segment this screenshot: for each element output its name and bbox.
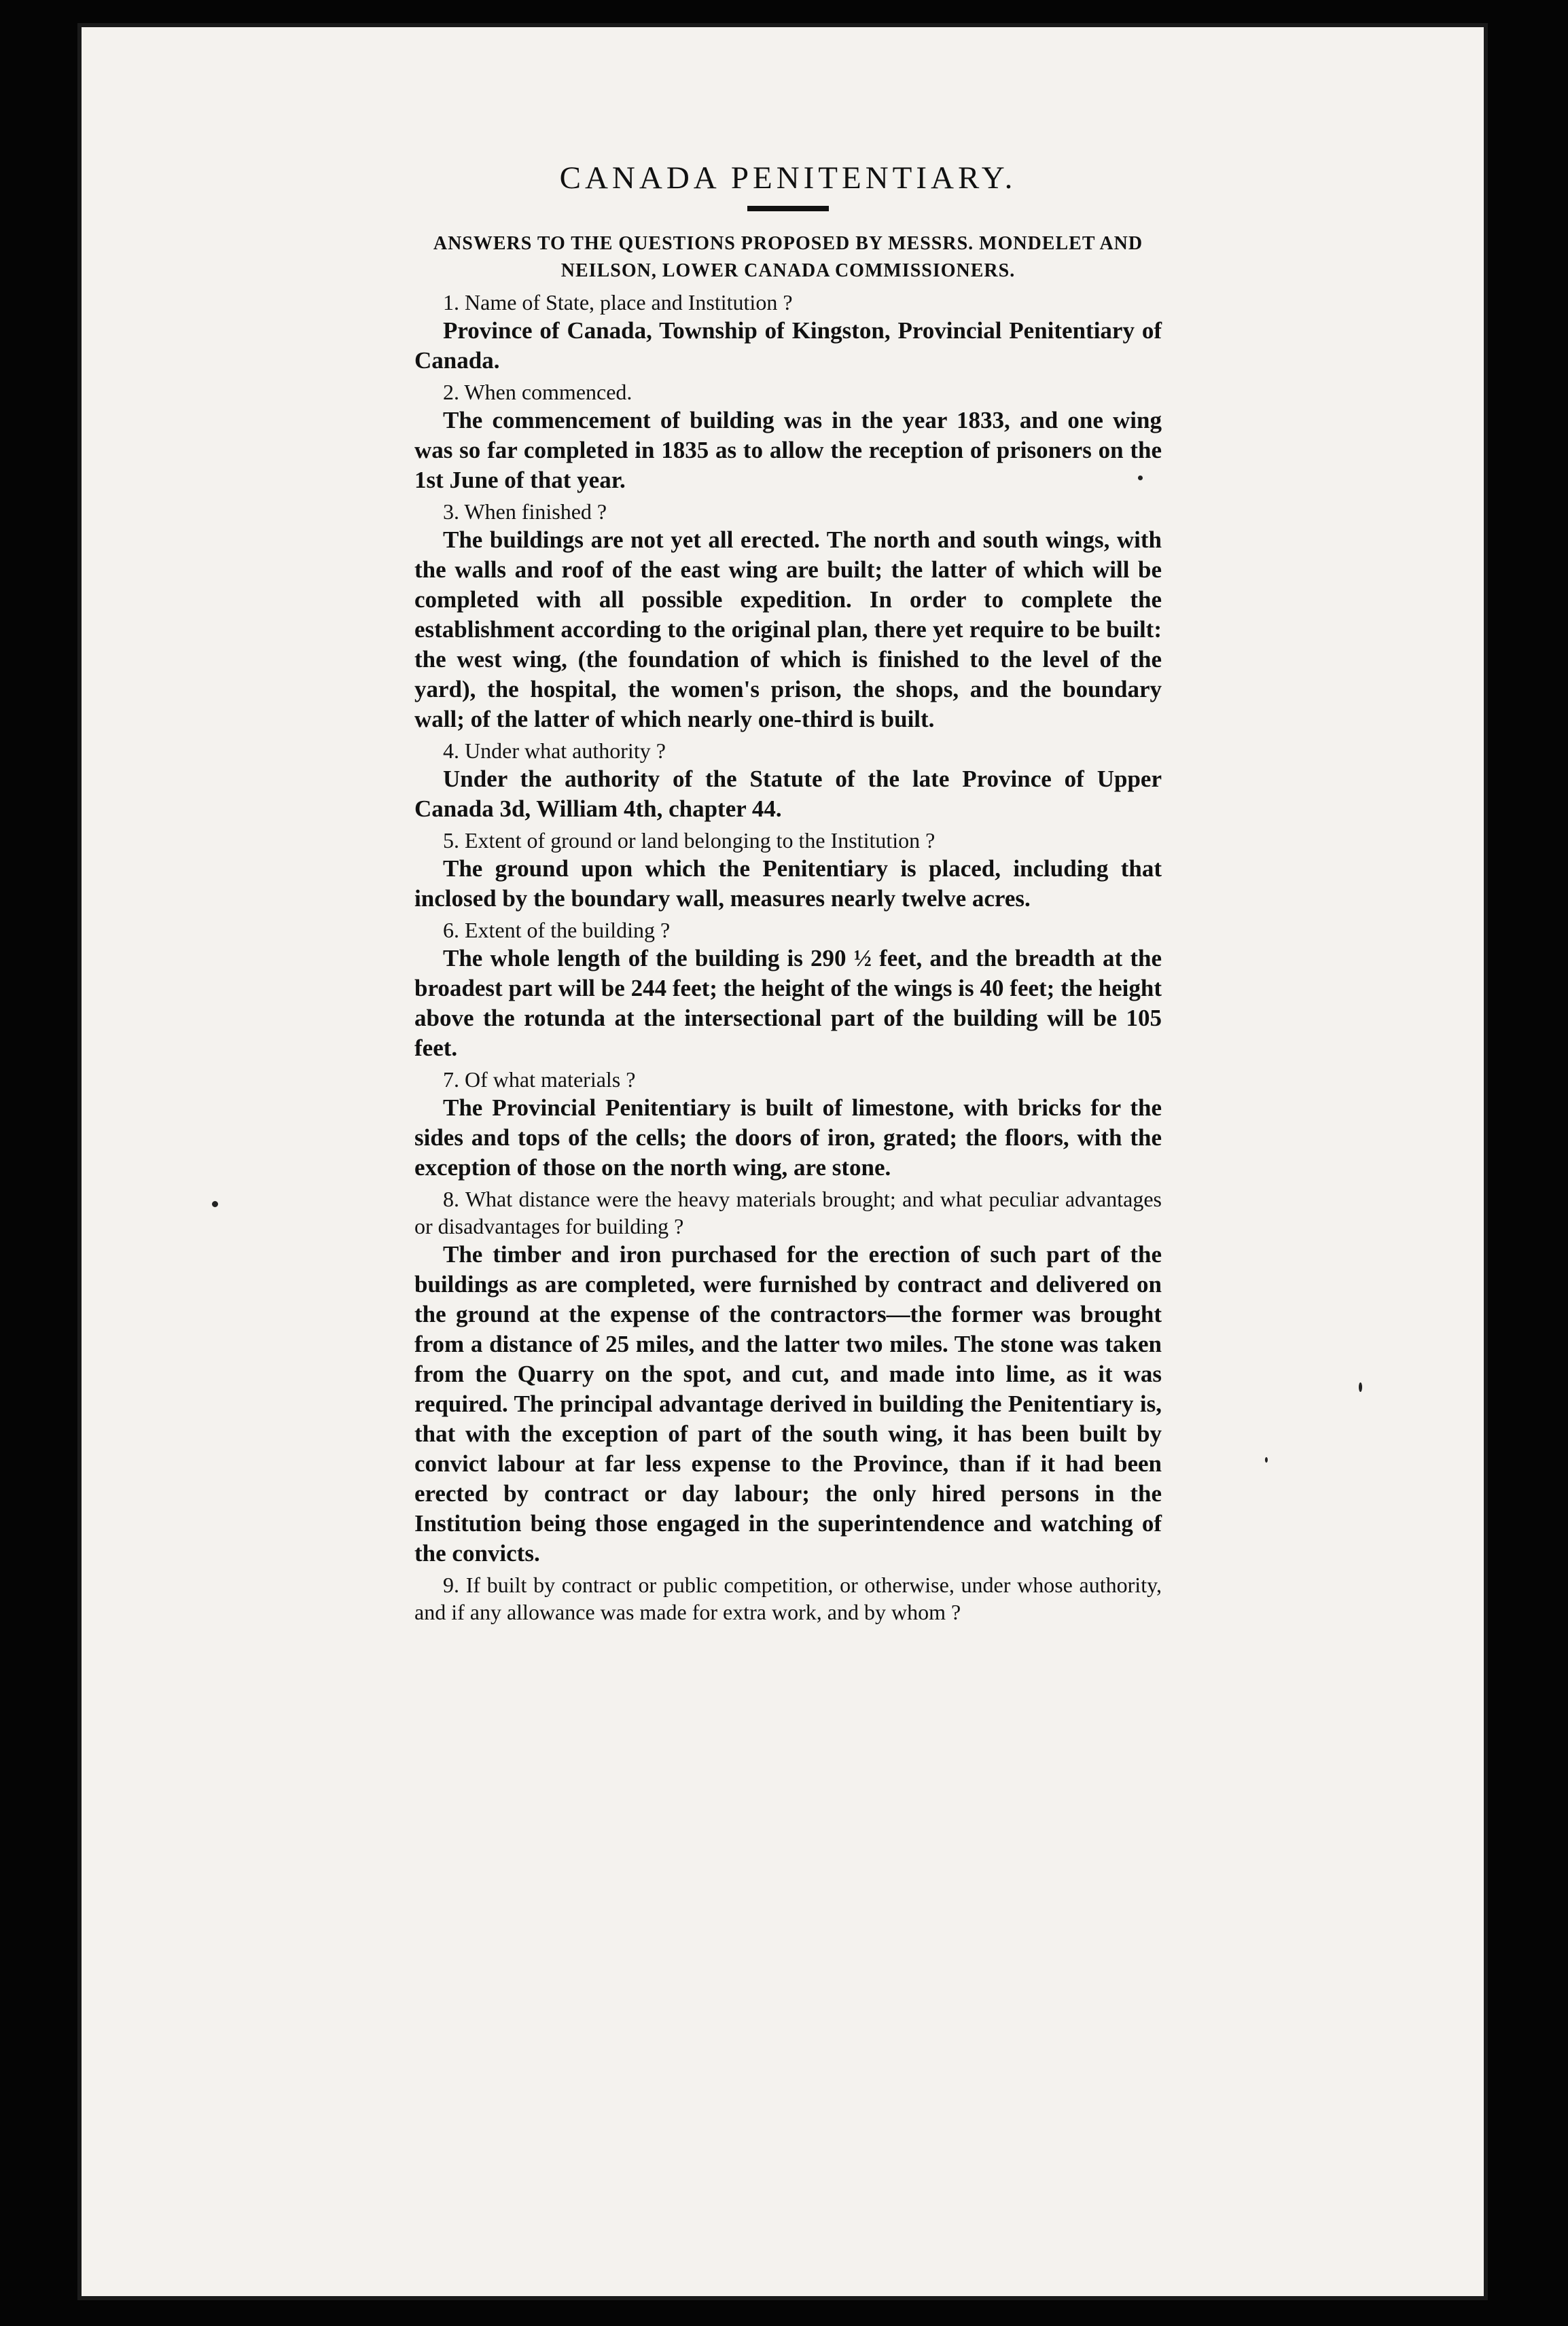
question-5: 5. Extent of ground or land belonging to the Institution ?: [443, 828, 936, 853]
answer-1: Province of Canada, Township of Kingston, Provincial Penitentiary of Canada.: [414, 317, 1162, 374]
question-1: 1. Name of State, place and Institution ?: [443, 290, 793, 315]
entry-5: [414, 827, 1162, 914]
entry-1: [414, 289, 1162, 376]
question-9: 9. If built by contract or public competition, or otherwise, under whose authority, and if any allowance was made for extra work, and by whom ?: [414, 1573, 1162, 1624]
answer-3: The buildings are not yet all erected. The north and south wings, with the walls and roof of the east wing are built; the latter of which will be completed with all possible expedition. In order to complete the establishment according to the original plan, there yet require to be built: the west wing, (the foundation of which is finished to the level of the yard), the hospital, the women's prison, the shops, and the boundary wall; of the latter of which nearly one-third is built.: [414, 526, 1162, 732]
entry-2: [414, 378, 1162, 495]
answer-5: The ground upon which the Penitentiary is placed, including that inclosed by the boundary wall, measures nearly twelve acres.: [414, 855, 1162, 912]
answer-4: Under the authority of the Statute of the late Province of Upper Canada 3d, William 4th, chapter 44.: [414, 766, 1162, 822]
ink-speck: [1265, 1457, 1268, 1463]
answer-2: The commencement of building was in the year 1833, and one wing was so far completed in 1835 as to allow the reception of prisoners on the 1st June of that year.: [414, 407, 1162, 493]
text-column: [414, 160, 1162, 1628]
answer-6: The whole length of the building is 290 ½ feet, and the breadth at the broadest part will be 244 feet; the height of the wings is 40 feet; the height above the rotunda at the intersectional part of the building will be 105 feet.: [414, 945, 1162, 1061]
entry-9: [414, 1571, 1162, 1626]
ink-speck: [1359, 1382, 1362, 1392]
entry-8: [414, 1185, 1162, 1569]
document-page: [82, 27, 1484, 2296]
entry-7: [414, 1066, 1162, 1183]
entry-3: [414, 498, 1162, 734]
question-3: 3. When finished ?: [443, 499, 607, 524]
question-7: 7. Of what materials ?: [443, 1067, 636, 1092]
question-8: 8. What distance were the heavy materials brought; and what peculiar advantages or disadvantages for building ?: [414, 1187, 1162, 1238]
answer-7: The Provincial Penitentiary is built of limestone, with bricks for the sides and tops of the cells; the doors of iron, grated; the floors, with the exception of those on the north wing, are stone.: [414, 1094, 1162, 1181]
entry-4: [414, 737, 1162, 824]
entry-6: [414, 916, 1162, 1063]
question-4: 4. Under what authority ?: [443, 738, 666, 763]
title-rule: [747, 206, 829, 211]
question-2: 2. When commenced.: [443, 380, 632, 404]
answer-8: The timber and iron purchased for the erection of such part of the buildings as are completed, were furnished by contract and delivered on the ground at the expense of the contractors—the former was brought from a distance of 25 miles, and the latter two miles. The stone was taken from the Quarry on the spot, and cut, and made into lime, as it was required. The principal advantage derived in building the Penitentiary is, that with the exception of part of the south wing, it has been built by convict labour at far less expense to the Province, than if it had been erected by contract or day labour; the only hired persons in the Institution being those engaged in the superintendence and watching of the convicts.: [414, 1241, 1162, 1567]
question-6: 6. Extent of the building ?: [443, 918, 671, 942]
page-title: CANADA PENITENTIARY.: [559, 160, 1017, 196]
ink-speck: [212, 1201, 218, 1207]
subheading: ANSWERS TO THE QUESTIONS PROPOSED BY MESSRS. MONDELET AND NEILSON, LOWER CANADA COMMISSIONERS.: [433, 233, 1143, 281]
